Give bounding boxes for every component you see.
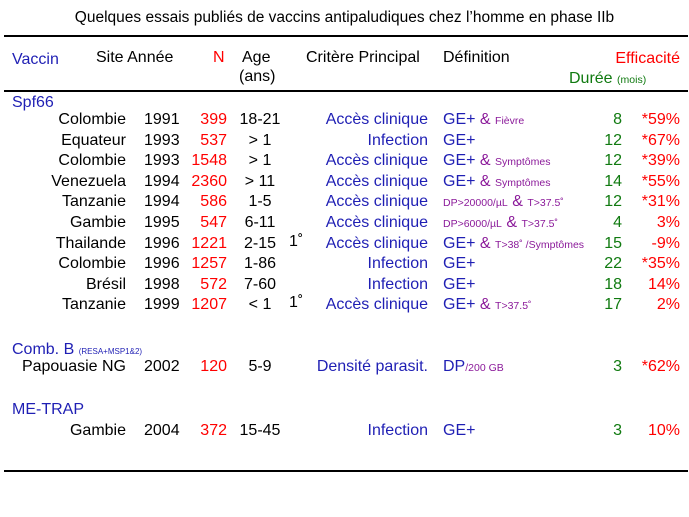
site-cell: Gambie — [69, 422, 126, 439]
n-cell: 2360 — [191, 173, 227, 190]
definition-main: DP>20000/µL — [443, 197, 508, 209]
criterion-cell: Accès clinique — [325, 235, 428, 252]
table-row — [0, 255, 689, 275]
group-label — [12, 94, 54, 112]
year-cell: 1991 — [144, 111, 180, 128]
n-cell: 572 — [200, 276, 227, 293]
definition-detail: Symptômes — [495, 177, 551, 189]
table-row — [0, 296, 689, 316]
year-cell: 1999 — [144, 296, 180, 313]
header-age: Age — [242, 49, 271, 66]
header-definition: Définition — [443, 49, 510, 66]
header-rule — [4, 90, 688, 92]
age-cell: 1-86 — [243, 255, 277, 272]
definition-detail: T>37.5˚ — [527, 197, 564, 209]
n-cell: 586 — [200, 193, 227, 210]
definition-cell — [443, 276, 475, 294]
site-cell: Tanzanie — [61, 193, 126, 210]
efficacy-cell: *35% — [641, 255, 680, 272]
criterion-cell: Accès clinique — [325, 193, 428, 210]
definition-cell — [443, 255, 475, 273]
criterion-cell: Accès clinique — [325, 173, 428, 190]
definition-cell — [443, 152, 550, 171]
definition-amp: & — [512, 193, 523, 210]
definition-detail: Fièvre — [495, 115, 525, 127]
definition-amp: & — [506, 214, 518, 231]
efficacy-cell: *39% — [641, 152, 680, 169]
definition-cell — [443, 214, 558, 233]
year-cell: 1993 — [144, 132, 180, 149]
definition-detail: /200 GB — [465, 362, 504, 374]
site-cell: Equateur — [61, 132, 126, 149]
top-rule — [4, 35, 688, 37]
duration-cell: 4 — [613, 214, 622, 231]
definition-cell — [443, 358, 504, 377]
definition-main: DP — [443, 358, 466, 375]
definition-main: GE+ — [443, 276, 476, 293]
table-row — [0, 358, 689, 378]
criterion-cell: Infection — [367, 255, 428, 272]
criterion-cell: Accès clinique — [325, 152, 428, 169]
n-cell: 372 — [200, 422, 227, 439]
definition-main: DP>6000/µL — [443, 218, 502, 230]
definition-main: GE+ — [443, 235, 476, 252]
criterion-cell: Infection — [367, 276, 428, 293]
primary-marker: 1˚ — [289, 294, 304, 311]
n-cell: 120 — [200, 358, 227, 375]
definition-main: GE+ — [443, 296, 476, 313]
criterion-cell: Infection — [367, 422, 428, 439]
definition-amp: & — [479, 296, 491, 313]
definition-cell — [443, 193, 564, 212]
definition-main: GE+ — [443, 152, 476, 169]
table-row — [0, 152, 689, 172]
age-cell: > 1 — [248, 132, 272, 149]
duration-cell: 12 — [604, 152, 622, 169]
site-cell: Tanzanie — [61, 296, 126, 313]
page-title: Quelques essais publiés de vaccins antipaludiques chez l’homme en phase IIb — [74, 9, 615, 26]
header-vaccin: Vaccin — [12, 51, 59, 68]
year-cell: 1993 — [144, 152, 180, 169]
header-efficacite: Efficacité — [615, 50, 680, 67]
age-cell: > 1 — [248, 152, 272, 169]
definition-detail: T>38˚ /Symptômes — [495, 239, 585, 251]
age-cell: 1-5 — [248, 193, 272, 210]
header-site-annee: Site Année — [96, 49, 174, 66]
definition-amp: & — [479, 235, 491, 252]
year-cell: 1996 — [144, 255, 180, 272]
definition-cell — [443, 173, 550, 192]
n-cell: 537 — [200, 132, 227, 149]
duration-cell: 22 — [604, 255, 622, 272]
criterion-cell: Infection — [367, 132, 428, 149]
efficacy-cell: *67% — [641, 132, 680, 149]
year-cell: 2002 — [144, 358, 180, 375]
table-row — [0, 422, 689, 442]
table-row — [0, 214, 689, 234]
table-row — [0, 132, 689, 152]
n-cell: 399 — [200, 111, 227, 128]
definition-main: GE+ — [443, 111, 476, 128]
efficacy-cell: *62% — [641, 358, 680, 375]
site-cell: Colombie — [58, 255, 126, 272]
definition-cell — [443, 422, 475, 440]
header-duree-unit: (mois) — [617, 74, 647, 86]
efficacy-cell: 3% — [656, 214, 680, 231]
group-name: ME-TRAP — [12, 401, 84, 418]
age-cell: < 1 — [248, 296, 272, 313]
efficacy-cell: 2% — [656, 296, 680, 313]
criterion-cell: Accès clinique — [325, 296, 428, 313]
n-cell: 1548 — [191, 152, 227, 169]
efficacy-cell: *31% — [641, 193, 680, 210]
definition-amp: & — [479, 111, 491, 128]
n-cell: 1207 — [191, 296, 227, 313]
site-cell: Colombie — [58, 111, 126, 128]
table-row — [0, 235, 689, 255]
site-cell: Venezuela — [51, 173, 126, 190]
year-cell: 2004 — [144, 422, 180, 439]
definition-main: GE+ — [443, 422, 476, 439]
duration-cell: 18 — [604, 276, 622, 293]
age-cell: > 11 — [244, 173, 276, 190]
efficacy-cell: 14% — [647, 276, 680, 293]
group-name: Spf66 — [12, 94, 54, 111]
criterion-cell: Densité parasit. — [316, 358, 428, 375]
definition-main: GE+ — [443, 255, 476, 272]
duration-cell: 12 — [604, 193, 622, 210]
definition-amp: & — [479, 152, 491, 169]
n-cell: 547 — [200, 214, 227, 231]
year-cell: 1998 — [144, 276, 180, 293]
definition-cell — [443, 235, 584, 254]
table-row — [0, 111, 689, 131]
age-cell: 7-60 — [243, 276, 277, 293]
efficacy-cell: *55% — [641, 173, 680, 190]
year-cell: 1994 — [144, 173, 180, 190]
age-cell: 2-15 — [243, 235, 277, 252]
site-cell: Colombie — [58, 152, 126, 169]
group-name: Comb. B — [12, 341, 75, 358]
header-duree — [569, 70, 646, 89]
n-cell: 1221 — [191, 235, 227, 252]
duration-cell: 15 — [604, 235, 622, 252]
criterion-cell: Accès clinique — [325, 214, 428, 231]
table-row — [0, 193, 689, 213]
year-cell: 1996 — [144, 235, 180, 252]
definition-main: GE+ — [443, 173, 476, 190]
definition-detail: T>37.5˚ — [495, 300, 532, 312]
group-label — [12, 401, 84, 419]
header-age-unit: (ans) — [239, 68, 276, 85]
duration-cell: 14 — [604, 173, 622, 190]
site-cell: Papouasie NG — [21, 358, 126, 375]
age-cell: 15-45 — [239, 422, 281, 439]
site-cell: Thailande — [55, 235, 126, 252]
table-row — [0, 173, 689, 193]
year-cell: 1994 — [144, 193, 180, 210]
age-cell: 18-21 — [239, 111, 281, 128]
definition-cell — [443, 296, 532, 315]
n-cell: 1257 — [191, 255, 227, 272]
duration-cell: 8 — [613, 111, 622, 128]
definition-main: GE+ — [443, 132, 476, 149]
header-critere: Critère Principal — [306, 49, 420, 66]
criterion-cell: Accès clinique — [325, 111, 428, 128]
site-cell: Gambie — [69, 214, 126, 231]
definition-cell — [443, 111, 524, 130]
efficacy-cell: 10% — [647, 422, 680, 439]
duration-cell: 3 — [613, 422, 622, 439]
header-duree-label: Durée — [569, 70, 613, 87]
group-note: (RESA+MSP1&2) — [78, 347, 143, 356]
age-cell: 5-9 — [248, 358, 272, 375]
bottom-rule — [4, 470, 688, 472]
definition-detail: T>37.5˚ — [521, 218, 558, 230]
site-cell: Brésil — [85, 276, 126, 293]
age-cell: 6-11 — [244, 214, 276, 231]
duration-cell: 3 — [613, 358, 622, 375]
header-n: N — [213, 49, 225, 66]
definition-amp: & — [479, 173, 491, 190]
efficacy-cell: *59% — [641, 111, 680, 128]
definition-cell — [443, 132, 475, 150]
efficacy-cell: -9% — [651, 235, 680, 252]
table-row — [0, 276, 689, 296]
year-cell: 1995 — [144, 214, 180, 231]
duration-cell: 17 — [604, 296, 622, 313]
duration-cell: 12 — [604, 132, 622, 149]
primary-marker: 1˚ — [289, 233, 304, 250]
definition-detail: Symptômes — [495, 156, 551, 168]
